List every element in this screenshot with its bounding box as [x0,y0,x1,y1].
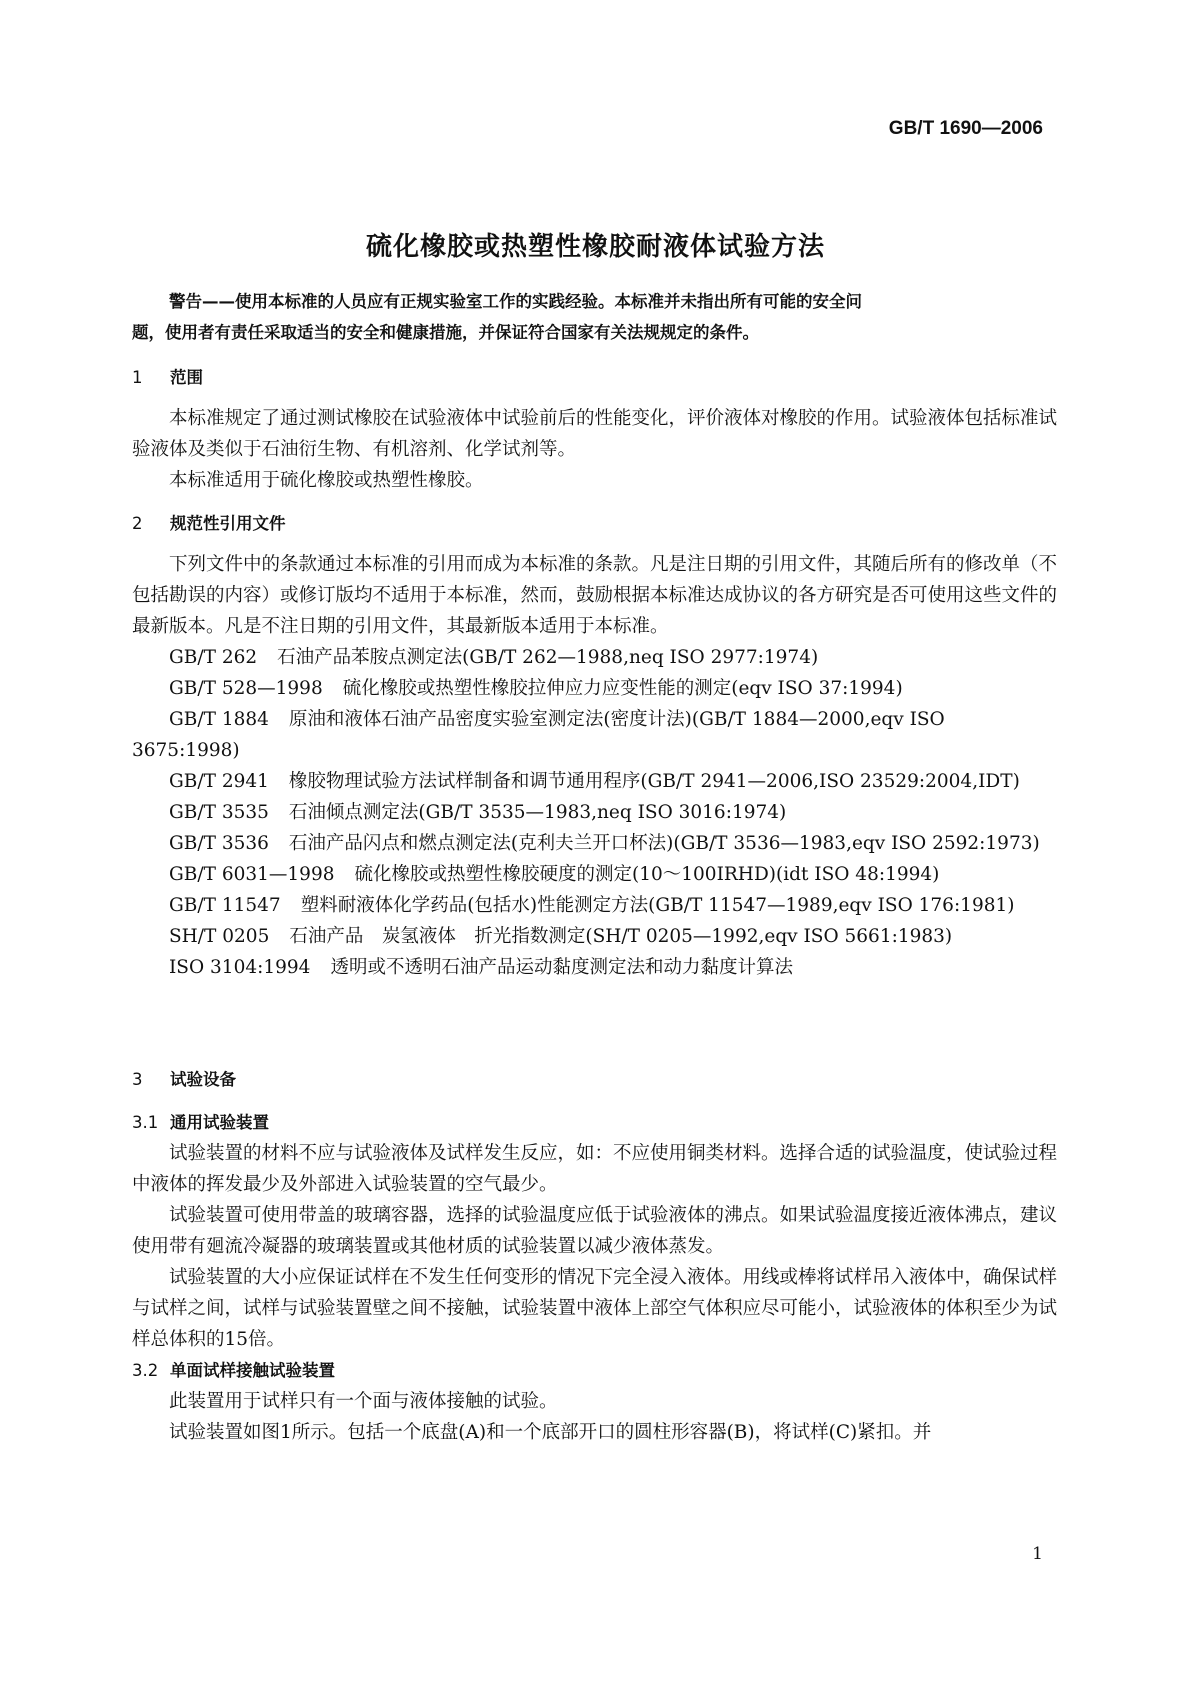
section-3-2-paragraph: 此装置用于试样只有一个面与液体接触的试验。 [169,1391,558,1412]
reference-item: GB/T 2941 橡胶物理试验方法试样制备和调节通用程序(GB/T 2941—2006,ISO 23529:2004,IDT) [169,771,1020,792]
section-3-1-paragraph: 试验装置的大小应保证试样在不发生任何变形的情况下完全浸入液体。用线或棒将试样吊入液体中，确保试样与试样之间，试样与试验装置壁之间不接触，试验装置中液体上部空气体积应尽可能小，试验液体的体积至少为试样总体积的15倍。 [132,1267,1058,1350]
section-1-paragraph: 本标准规定了通过测试橡胶在试验液体中试验前后的性能变化，评价液体对橡胶的作用。试验液体包括标准试验液体及类似于石油衍生物、有机溶剂、化学试剂等。 [132,408,1058,460]
reference-item: GB/T 1884 原油和液体石油产品密度实验室测定法(密度计法)(GB/T 1884—2000,eqv ISO 3675:1998) [132,709,945,761]
section-3-1-paragraph: 试验装置的材料不应与试验液体及试样发生反应，如：不应使用铜类材料。选择合适的试验温度，使试验过程中液体的挥发最少及外部进入试验装置的空气最少。 [132,1143,1058,1195]
section-2-heading: 2 规范性引用文件 [132,514,286,533]
reference-item: ISO 3104:1994 透明或不透明石油产品运动黏度测定法和动力黏度计算法 [169,957,793,978]
section-2 [132,508,1060,983]
page-number: 1 [1032,1544,1043,1564]
section-3-2-paragraph: 试验装置如图1所示。包括一个底盘(A)和一个底部开口的圆柱形容器(B)，将试样(C)紧扣。并 [169,1422,932,1443]
warning-line-1: 警告——使用本标准的人员应有正规实验室工作的实践经验。本标准并未指出所有可能的安全问 [169,292,862,311]
reference-item: GB/T 11547 塑料耐液体化学药品(包括水)性能测定方法(GB/T 11547—1989,eqv ISO 176:1981) [169,895,1015,916]
section-3 [132,1064,1060,1448]
reference-item: SH/T 0205 石油产品 炭氢液体 折光指数测定(SH/T 0205—1992,eqv ISO 5661:1983) [169,926,953,947]
section-3-1-paragraph: 试验装置可使用带盖的玻璃容器，选择的试验温度应低于试验液体的沸点。如果试验温度接近液体沸点，建议使用带有廻流冷凝器的玻璃装置或其他材质的试验装置以减少液体蒸发。 [132,1205,1058,1257]
warning-line-2: 题，使用者有责任采取适当的安全和健康措施，并保证符合国家有关法规规定的条件。 [132,323,759,342]
section-2-paragraph: 下列文件中的条款通过本标准的引用而成为本标准的条款。凡是注日期的引用文件，其随后所有的修改单（不包括勘误的内容）或修订版均不适用于本标准，然而，鼓励根据本标准达成协议的各方研究是否可使用这些文件的最新版本。凡是不注日期的引用文件，其最新版本适用于本标准。 [132,554,1058,637]
reference-item: GB/T 3535 石油倾点测定法(GB/T 3535—1983,neq ISO 3016:1974) [169,802,787,823]
section-3-1-heading: 3.1 通用试验装置 [132,1113,269,1132]
warning-block [132,286,1060,348]
section-1 [132,362,1060,496]
reference-item: GB/T 262 石油产品苯胺点测定法(GB/T 262—1988,neq ISO 2977:1974) [169,647,819,668]
document-title: 硫化橡胶或热塑性橡胶耐液体试验方法 [365,232,825,262]
section-1-paragraph: 本标准适用于硫化橡胶或热塑性橡胶。 [169,470,484,491]
standard-code-header: GB/T 1690—2006 [888,118,1043,139]
reference-item: GB/T 528—1998 硫化橡胶或热塑性橡胶拉伸应力应变性能的测定(eqv ISO 37:1994) [169,678,903,699]
reference-list [132,642,1060,983]
reference-item: GB/T 3536 石油产品闪点和燃点测定法(克利夫兰开口杯法)(GB/T 3536—1983,eqv ISO 2592:1973) [169,833,1040,854]
section-1-heading: 1 范围 [132,368,203,387]
reference-item: GB/T 6031—1998 硫化橡胶或热塑性橡胶硬度的测定(10～100IRHD)(idt ISO 48:1994) [169,864,940,885]
section-3-heading: 3 试验设备 [132,1070,236,1089]
section-3-2-heading: 3.2 单面试样接触试验装置 [132,1361,335,1380]
